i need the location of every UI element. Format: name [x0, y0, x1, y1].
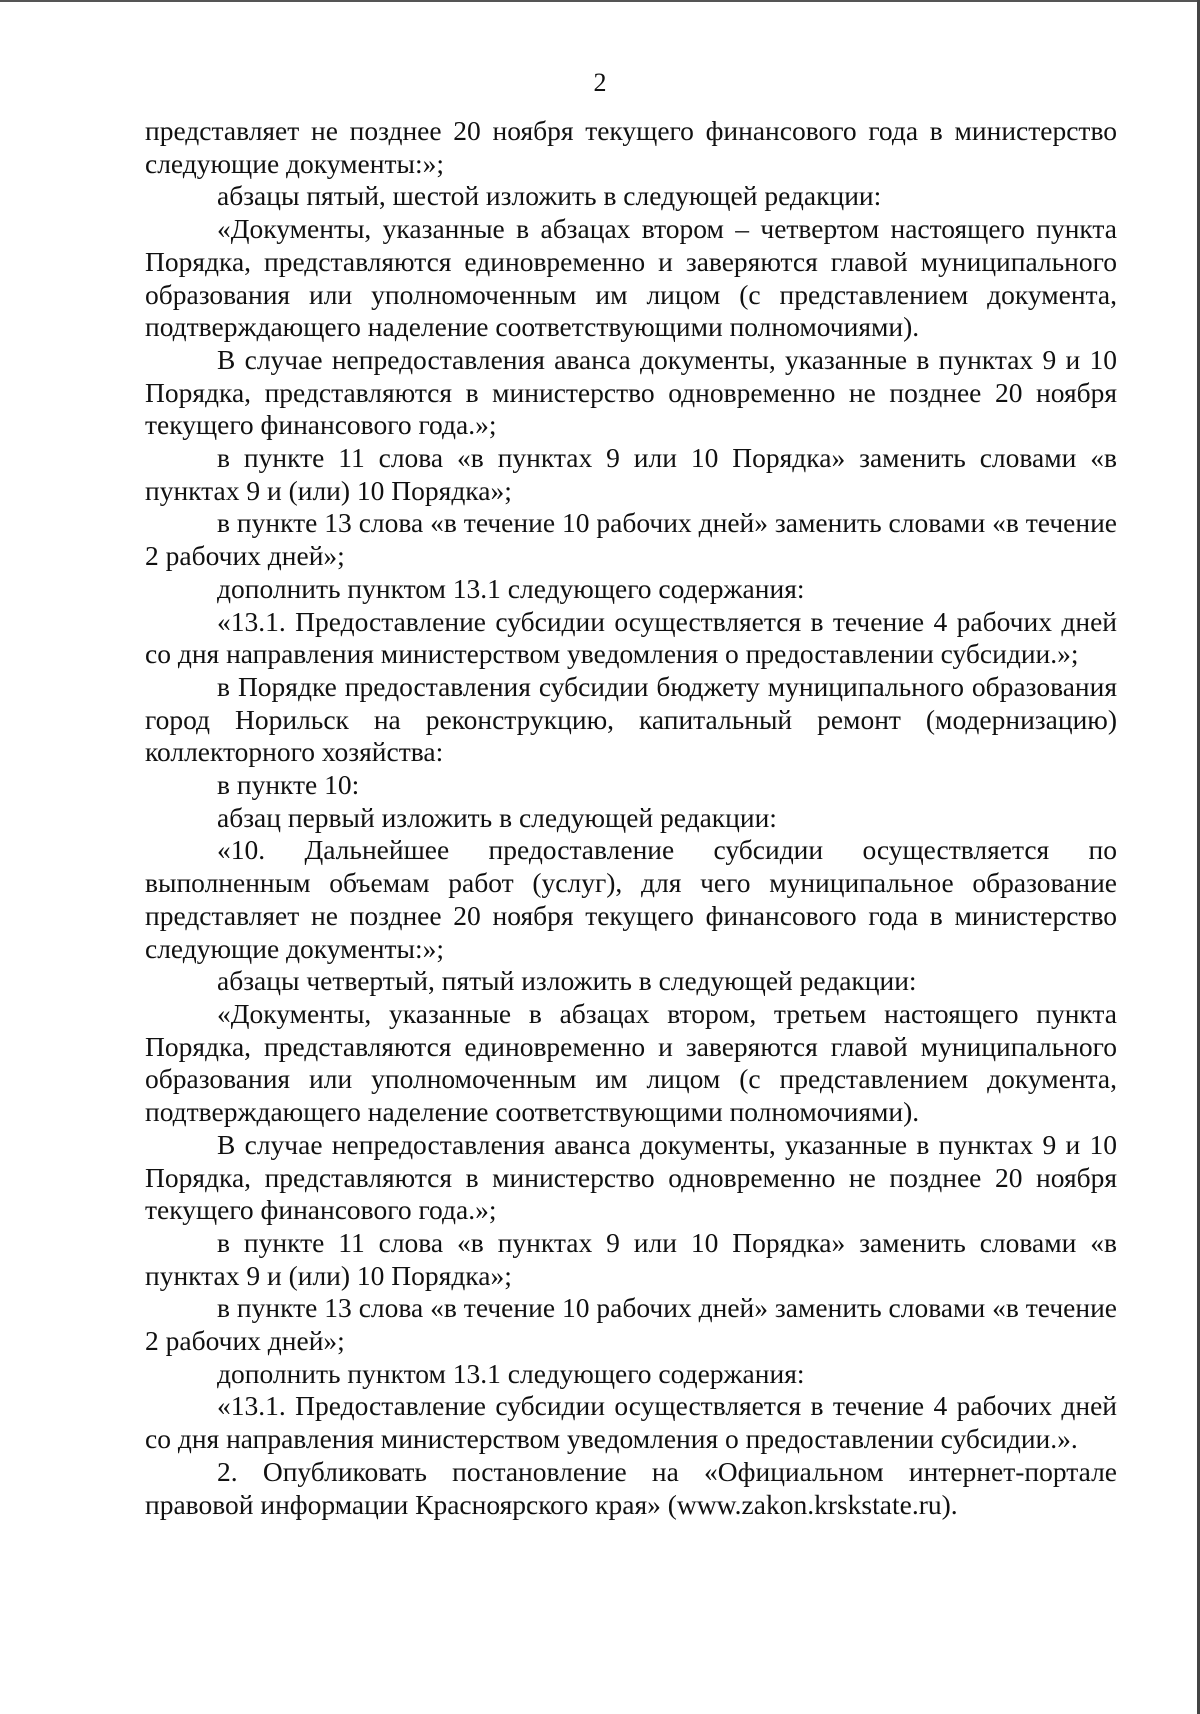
paragraph: в пункте 11 слова «в пунктах 9 или 10 Порядка» заменить словами «в пунктах 9 и (или) 10 Порядка»;: [145, 1226, 1117, 1291]
paragraph: «Документы, указанные в абзацах втором, третьем настоящего пункта Порядка, представляются единовременно и заверяются главой муниципального образования или уполномоченным им лицом (с представлением документа, подтверждающего наделение соответствующими полномочиями).: [145, 997, 1117, 1128]
paragraph: в пункте 11 слова «в пунктах 9 или 10 Порядка» заменить словами «в пунктах 9 и (или) 10 Порядка»;: [145, 442, 1117, 506]
paragraph: В случае непредоставления аванса документы, указанные в пунктах 9 и 10 Порядка, представляются в министерство одновременно не позднее 20 ноября текущего финансового года.»;: [145, 1128, 1117, 1226]
paragraph: абзацы четвертый, пятый изложить в следующей редакции:: [217, 965, 917, 997]
paragraph: «13.1. Предоставление субсидии осуществляется в течение 4 рабочих дней со дня направления министерством уведомления о предоставлении субсидии.»;: [145, 605, 1117, 670]
paragraph: В случае непредоставления аванса документы, указанные в пунктах 9 и 10 Порядка, представляются в министерство одновременно не позднее 20 ноября текущего финансового года.»;: [145, 343, 1117, 441]
paragraph: «Документы, указанные в абзацах втором – четвертом настоящего пункта Порядка, представляются единовременно и заверяются главой муниципального образования или уполномоченным им лицом (с представлением документа, подтверждающего наделение соответствующими полномочиями).: [145, 213, 1117, 343]
paragraph: дополнить пунктом 13.1 следующего содержания:: [217, 1357, 805, 1389]
document-body: [145, 115, 1117, 1521]
paragraph: 2. Опубликовать постановление на «Официальном интернет-портале правовой информации Красноярского края» (www.zakon.krskstate.ru).: [145, 1455, 1117, 1520]
paragraph: «10. Дальнейшее предоставление субсидии осуществляется по выполненным объемам работ (услуг), для чего муниципальное образование представляет не позднее 20 ноября текущего финансового года в министерство следующие документы:»;: [145, 834, 1117, 964]
scan-top-edge: [0, 0, 1200, 2]
paragraph: в пункте 13 слова «в течение 10 рабочих дней» заменить словами «в течение 2 рабочих дней»;: [145, 507, 1117, 572]
paragraph: в пункте 13 слова «в течение 10 рабочих дней» заменить словами «в течение 2 рабочих дней»;: [145, 1292, 1117, 1357]
paragraph: представляет не позднее 20 ноября текущего финансового года в министерство следующие документы:»;: [145, 115, 1117, 179]
paragraph: в пункте 10:: [217, 769, 360, 801]
page-number: 2: [593, 68, 607, 97]
paragraph: абзац первый изложить в следующей редакции:: [217, 801, 777, 833]
paragraph: дополнить пунктом 13.1 следующего содержания:: [217, 572, 805, 604]
paragraph: абзацы пятый, шестой изложить в следующей редакции:: [217, 180, 882, 212]
paragraph: «13.1. Предоставление субсидии осуществляется в течение 4 рабочих дней со дня направления министерством уведомления о предоставлении субсидии.».: [145, 1390, 1117, 1455]
paragraph: в Порядке предоставления субсидии бюджету муниципального образования город Норильск на реконструкцию, капитальный ремонт (модернизацию) коллекторного хозяйства:: [145, 670, 1117, 768]
